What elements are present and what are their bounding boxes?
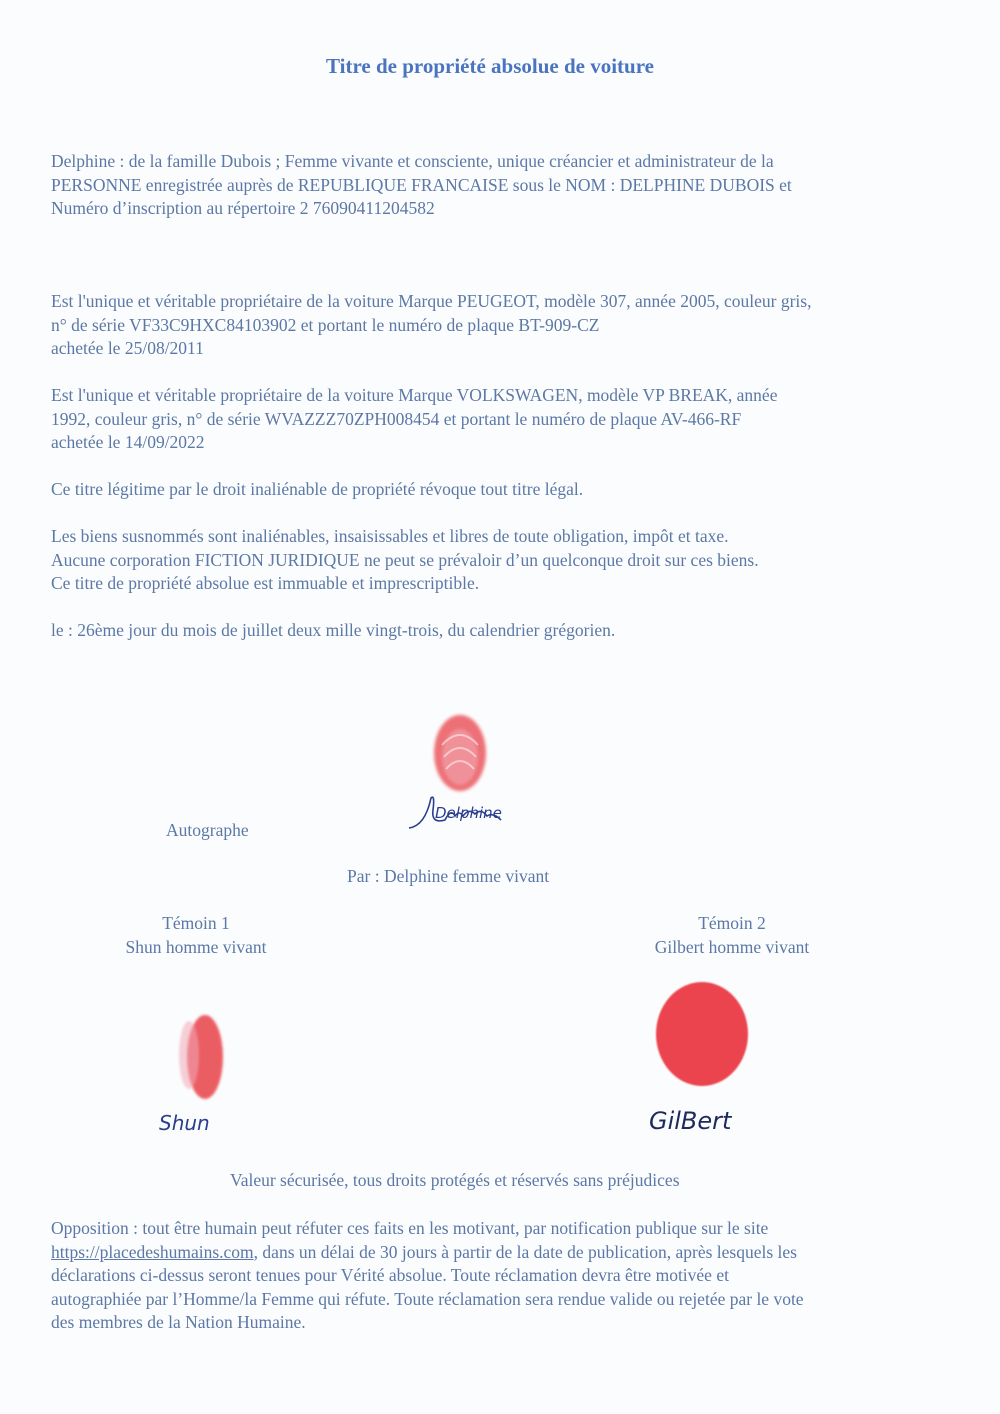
owner-signature-mark (405, 790, 510, 835)
autographe-label: Autographe (166, 820, 249, 840)
vehicle2-line: 1992, couleur gris, n° de série WVAZZZ70ZPH008454 et portant le numéro de plaque AV-466-RF (51, 408, 742, 429)
intro-paragraph (51, 150, 951, 221)
vehicle2-line: achetée le 14/09/2022 (51, 432, 205, 452)
witness1-title: Témoin 1 (162, 913, 230, 933)
opposition-line-with-link (51, 1241, 951, 1265)
intro-line: PERSONNE enregistrée auprès de REPUBLIQUE FRANCAISE sous le NOM : DELPHINE DUBOIS et (51, 174, 792, 195)
date-line: le : 26ème jour du mois de juillet deux mille vingt-trois, du calendrier grégorien. (51, 620, 616, 640)
intro-line: Numéro d’inscription au répertoire 2 76090411204582 (51, 198, 435, 218)
witness1-signature-mark (155, 1100, 245, 1140)
witness2-signature-text: GilBert (649, 1107, 732, 1135)
witness2-name: Gilbert homme vivant (654, 936, 810, 957)
vehicle2-line: Est l'unique et véritable propriétaire de la voiture Marque VOLKSWAGEN, modèle VP BREAK, année (51, 385, 778, 405)
owner-signature-text: Delphine (435, 804, 502, 822)
witness1-block (66, 912, 326, 959)
witness1-fingerprint (165, 1005, 240, 1105)
intro-line: Delphine : de la famille Dubois ; Femme vivante et consciente, unique créancier et administrateur de la (51, 151, 774, 171)
vehicle1-paragraph (51, 290, 951, 361)
vehicle1-line: Est l'unique et véritable propriétaire de la voiture Marque PEUGEOT, modèle 307, année 2005, couleur gris, (51, 291, 812, 311)
inalienable-paragraph (51, 525, 951, 596)
revocation-line: Ce titre légitime par le droit inaliénable de propriété révoque tout titre légal. (51, 479, 584, 499)
document-title: Titre de propriété absolue de voiture (325, 54, 654, 78)
opposition-line: Opposition : tout être humain peut réfuter ces faits en les motivant, par notification publique sur le site (51, 1218, 769, 1238)
witness2-title: Témoin 2 (698, 913, 766, 933)
placedeshumains-link[interactable]: https://placedeshumains.com, (51, 1241, 259, 1262)
witness2-signature-mark (645, 1095, 765, 1145)
witness2-fingerprint (648, 980, 758, 1095)
opposition-line: déclarations ci-dessus seront tenues pour Vérité absolue. Toute réclamation devra être motivée et (51, 1265, 729, 1285)
date-paragraph (51, 619, 951, 643)
inalienable-line: Ce titre de propriété absolue est immuable et imprescriptible. (51, 573, 480, 593)
revocation-paragraph (51, 478, 951, 502)
witness2-block (602, 912, 862, 959)
vehicle1-line: achetée le 25/08/2011 (51, 338, 204, 358)
par-line: Par : Delphine femme vivant (347, 866, 550, 886)
opposition-line: autographiée par l’Homme/la Femme qui réfute. Toute réclamation sera rendue valide ou rejetée par le vote (51, 1288, 804, 1309)
owner-fingerprint (420, 705, 500, 795)
protection-line: Valeur sécurisée, tous droits protégés et réservés sans préjudices (230, 1170, 680, 1190)
vehicle2-paragraph (51, 384, 951, 455)
witness1-signature-text: Shun (159, 1111, 210, 1135)
vehicle1-line: n° de série VF33C9HXC84103902 et portant le numéro de plaque BT-909-CZ (51, 314, 600, 335)
inalienable-line: Les biens susnommés sont inaliénables, insaisissables et libres de toute obligation, impôt et taxe. (51, 526, 729, 546)
opposition-line-rest: dans un délai de 30 jours à partir de la date de publication, après lesquels les (258, 1241, 797, 1262)
witness1-name: Shun homme vivant (125, 936, 267, 957)
opposition-line: des membres de la Nation Humaine. (51, 1312, 306, 1332)
opposition-paragraph (51, 1217, 951, 1335)
inalienable-line: Aucune corporation FICTION JURIDIQUE ne peut se prévaloir d’un quelconque droit sur ces biens. (51, 549, 759, 570)
